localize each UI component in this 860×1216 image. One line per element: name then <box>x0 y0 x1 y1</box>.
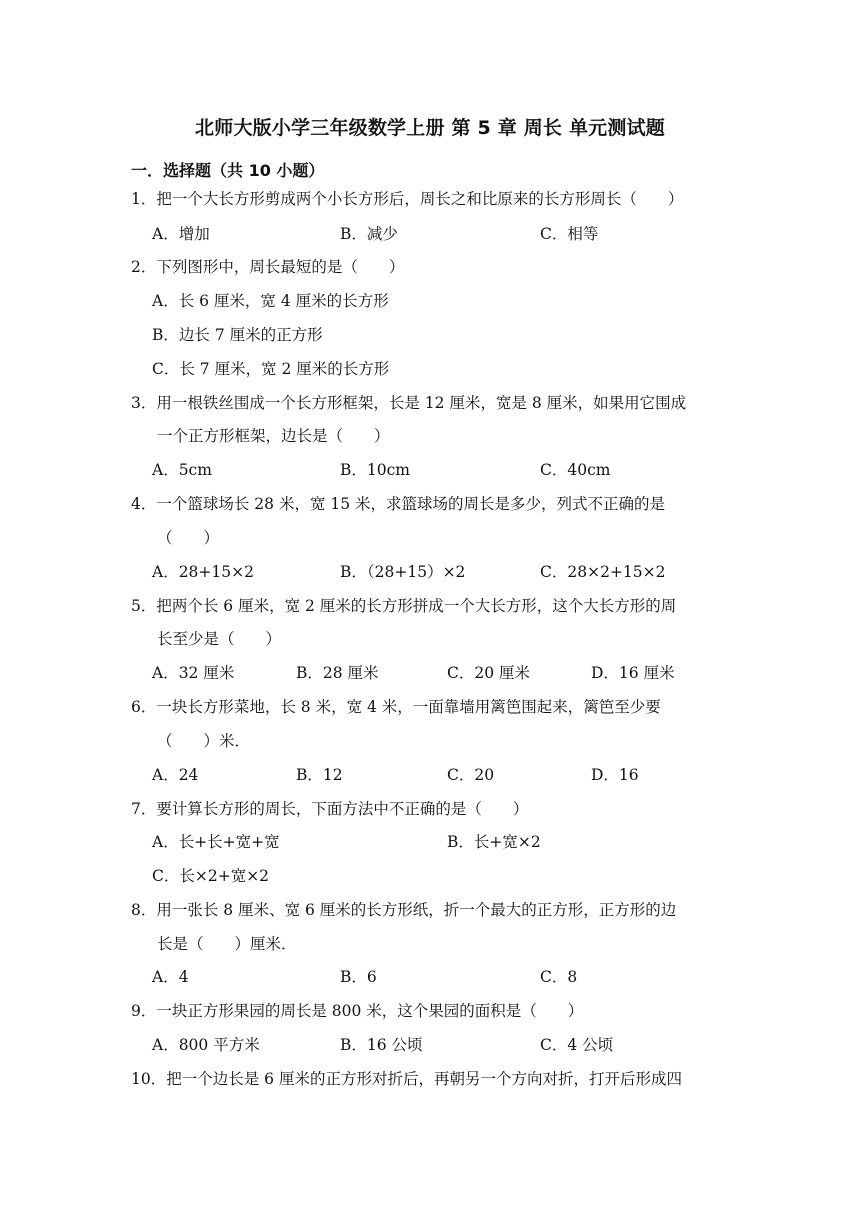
question-3-option-b: B．10cm <box>340 461 410 479</box>
question-6-option-c: C．20 <box>447 766 495 784</box>
question-8-option-c: C．8 <box>540 968 578 986</box>
question-7-option-b: B．长+宽×2 <box>447 833 541 851</box>
question-4-option-a: A．28+15×2 <box>152 563 254 581</box>
question-4-option-c: C．28×2+15×2 <box>540 563 666 581</box>
question-8-text: 8．用一张长 8 厘米、宽 6 厘米的长方形纸，折一个最大的正方形，正方形的边 <box>131 901 677 919</box>
question-9-option-b: B．16 公顷 <box>340 1036 423 1054</box>
question-6-option-b: B．12 <box>296 766 343 784</box>
question-10-text: 10．把一个边长是 6 厘米的正方形对折后，再朝另一个方向对折，打开后形成四 <box>131 1070 682 1088</box>
page-title: 北师大版小学三年级数学上册 第 5 章 周长 单元测试题 <box>195 117 665 139</box>
question-1-option-a: A．增加 <box>152 225 210 243</box>
question-3-option-c: C．40cm <box>540 461 611 479</box>
question-9-option-c: C．4 公顷 <box>540 1036 614 1054</box>
question-4-text: 4．一个篮球场长 28 米，宽 15 米，求篮球场的周长是多少，列式不正确的是 <box>131 495 666 513</box>
question-9-option-a: A．800 平方米 <box>152 1036 260 1054</box>
question-3-option-a: A．5cm <box>152 461 212 479</box>
question-7-option-a: A．长+长+宽+宽 <box>152 833 280 851</box>
question-6-option-a: A．24 <box>152 766 199 784</box>
question-2-option-a: A．长 6 厘米，宽 4 厘米的长方形 <box>152 292 389 310</box>
question-4-option-b: B．（28+15）×2 <box>340 563 466 581</box>
question-6-option-d: D．16 <box>591 766 639 784</box>
question-2-option-b: B．边长 7 厘米的正方形 <box>152 326 323 344</box>
question-3-text-cont: 一个正方形框架，边长是（ ） <box>157 427 390 445</box>
question-2-option-c: C．长 7 厘米，宽 2 厘米的长方形 <box>152 360 390 378</box>
question-5-option-d: D．16 厘米 <box>591 664 675 682</box>
question-8-option-b: B．6 <box>340 968 377 986</box>
question-5-option-a: A．32 厘米 <box>152 664 235 682</box>
section-heading: 一．选择题（共 10 小题） <box>131 161 325 180</box>
question-8-option-a: A．4 <box>152 968 189 986</box>
question-7-text: 7．要计算长方形的周长，下面方法中不正确的是（ ） <box>131 800 529 818</box>
question-3-text: 3．用一根铁丝围成一个长方形框架，长是 12 厘米，宽是 8 厘米，如果用它围成 <box>131 394 687 412</box>
question-8-text-cont: 长是（ ）厘米． <box>157 935 297 953</box>
question-1-option-c: C．相等 <box>540 225 599 243</box>
question-7-option-c: C．长×2+宽×2 <box>152 867 270 885</box>
question-6-text: 6．一块长方形菜地，长 8 米，宽 4 米，一面靠墙用篱笆围起来，篱笆至少要 <box>131 698 661 716</box>
question-1-text: 1．把一个大长方形剪成两个小长方形后，周长之和比原来的长方形周长（ ） <box>131 190 684 208</box>
question-4-text-cont: （ ） <box>157 529 220 547</box>
question-5-text: 5．把两个长 6 厘米，宽 2 厘米的长方形拼成一个大长方形，这个大长方形的周 <box>131 597 677 615</box>
question-5-text-cont: 长至少是（ ） <box>157 630 282 648</box>
question-1-option-b: B．减少 <box>340 225 398 243</box>
question-9-text: 9．一块正方形果园的周长是 800 米，这个果园的面积是（ ） <box>131 1002 584 1020</box>
question-5-option-b: B．28 厘米 <box>296 664 379 682</box>
question-6-text-cont: （ ）米． <box>157 732 251 750</box>
question-5-option-c: C．20 厘米 <box>447 664 531 682</box>
question-2-text: 2．下列图形中，周长最短的是（ ） <box>131 258 405 276</box>
